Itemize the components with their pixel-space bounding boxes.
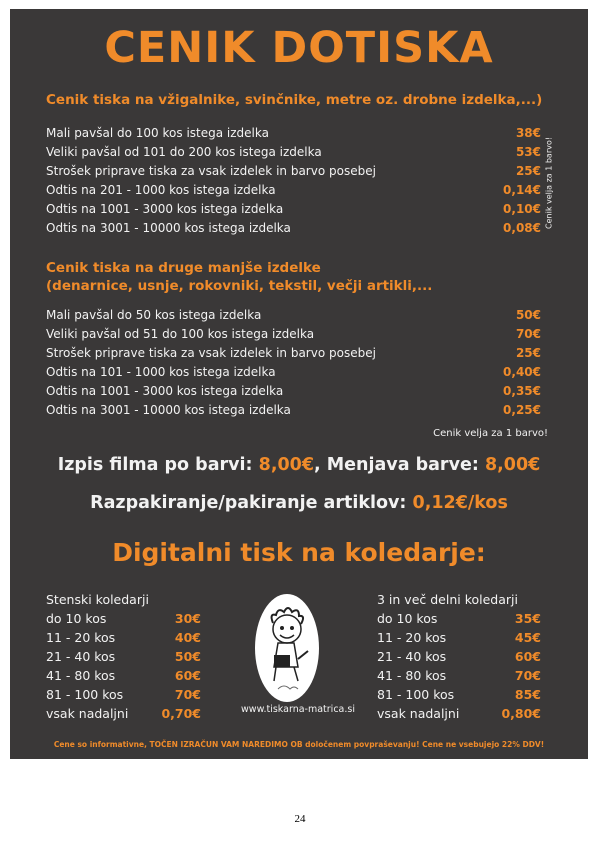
- price-row-label: Strošek priprave tiska za vsak izdelek in barvo posebej: [46, 164, 376, 178]
- price-row: [46, 382, 541, 401]
- price-row-label: Odtis na 3001 - 10000 kos istega izdelka: [46, 403, 291, 417]
- price-row-label: Mali pavšal do 50 kos istega izdelka: [46, 308, 262, 322]
- film-price2: 8,00€: [484, 455, 541, 475]
- price-row-price: 0,08€: [503, 221, 541, 235]
- price-row: [46, 647, 201, 666]
- section1-note: Cenik velja za 1 barvo!: [544, 137, 554, 229]
- price-row-price: 70€: [514, 668, 541, 683]
- price-row: [377, 685, 541, 704]
- packing-line: [10, 493, 588, 513]
- price-row: [46, 306, 541, 325]
- section2-price-list: [46, 306, 541, 420]
- price-row: [46, 704, 201, 723]
- price-list-poster: [10, 9, 588, 759]
- price-row-label: Strošek priprave tiska za vsak izdelek in barvo posebej: [46, 346, 376, 360]
- price-row: [46, 401, 541, 420]
- price-row-label: 81 - 100 kos: [377, 687, 455, 702]
- price-row-price: 45€: [514, 630, 541, 645]
- price-row: [46, 628, 201, 647]
- price-row: [377, 666, 541, 685]
- section2-note: Cenik velja za 1 barvo!: [433, 428, 548, 439]
- price-row-price: 30€: [174, 611, 201, 626]
- price-row-label: 21 - 40 kos: [377, 649, 447, 664]
- digital-heading: Digitalni tisk na koledarje:: [112, 538, 486, 567]
- price-row-price: 53€: [515, 145, 541, 159]
- price-row-price: 60€: [174, 668, 201, 683]
- film-price1: 8,00€: [258, 455, 314, 475]
- price-row-price: 0,40€: [503, 365, 541, 379]
- price-row-price: 0,14€: [503, 183, 541, 197]
- price-row: [377, 704, 541, 723]
- price-row-price: 60€: [514, 649, 541, 664]
- price-row-price: 70€: [515, 327, 541, 341]
- price-row: [377, 628, 541, 647]
- price-row-label: 41 - 80 kos: [377, 668, 447, 683]
- price-row-label: Odtis na 1001 - 3000 kos istega izdelka: [46, 384, 284, 398]
- price-row-price: 0,80€: [501, 706, 541, 721]
- section2-heading-line2: (denarnice, usnje, rokovniki, tekstil, večji artikli,...: [46, 278, 433, 294]
- price-row-label: Odtis na 1001 - 3000 kos istega izdelka: [46, 202, 284, 216]
- price-row-label: 11 - 20 kos: [377, 630, 447, 645]
- price-row: [377, 647, 541, 666]
- price-row-label: 81 - 100 kos: [46, 687, 124, 702]
- price-row: [46, 162, 541, 181]
- price-row-price: 50€: [174, 649, 201, 664]
- price-row-label: vsak nadaljni: [46, 706, 129, 721]
- price-row-price: 35€: [514, 611, 541, 626]
- packing-label: Razpakiranje/pakiranje artiklov:: [90, 493, 413, 513]
- price-row-price: 0,25€: [503, 403, 541, 417]
- mascot-logo-icon: [254, 593, 320, 705]
- price-row-price: 38€: [515, 126, 541, 140]
- price-row: [46, 363, 541, 382]
- price-row-price: 85€: [514, 687, 541, 702]
- price-row-label: 11 - 20 kos: [46, 630, 116, 645]
- multi-calendars: [377, 590, 541, 723]
- price-row-price: 40€: [174, 630, 201, 645]
- film-label2: , Menjava barve:: [314, 455, 485, 475]
- price-row-label: do 10 kos: [377, 611, 438, 626]
- wall-calendars-list: [46, 609, 201, 723]
- section1-heading: Cenik tiska na vžigalnike, svinčnike, metre oz. drobne izdelka,...): [46, 92, 543, 108]
- price-row: [46, 685, 201, 704]
- price-row-price: 25€: [515, 164, 541, 178]
- wall-calendars-heading: Stenski koledarji: [46, 592, 149, 607]
- price-row-price: 0,10€: [503, 202, 541, 216]
- price-row: [377, 609, 541, 628]
- packing-price: 0,12€/kos: [412, 493, 508, 513]
- price-row-price: 70€: [174, 687, 201, 702]
- multi-calendars-heading: 3 in več delni koledarji: [377, 592, 518, 607]
- price-row-label: Odtis na 101 - 1000 kos istega izdelka: [46, 365, 276, 379]
- price-row-label: 21 - 40 kos: [46, 649, 116, 664]
- price-row-price: 0,70€: [161, 706, 201, 721]
- price-row: [46, 124, 541, 143]
- film-label1: Izpis filma po barvi:: [57, 455, 259, 475]
- price-row: [46, 143, 541, 162]
- matrica-mascot-logo: [254, 593, 320, 705]
- price-row-label: 41 - 80 kos: [46, 668, 116, 683]
- price-row-label: vsak nadaljni: [377, 706, 460, 721]
- price-row: [46, 666, 201, 685]
- price-row-label: do 10 kos: [46, 611, 107, 626]
- price-row: [46, 181, 541, 200]
- multi-calendars-list: [377, 609, 541, 723]
- wall-calendars: [46, 590, 201, 723]
- film-line: [10, 455, 588, 475]
- price-row-price: 50€: [515, 308, 541, 322]
- price-row: [46, 325, 541, 344]
- price-row-label: Mali pavšal do 100 kos istega izdelka: [46, 126, 269, 140]
- price-row-label: Odtis na 3001 - 10000 kos istega izdelka: [46, 221, 291, 235]
- price-row-label: Veliki pavšal od 51 do 100 kos istega izdelka: [46, 327, 315, 341]
- section1-price-list: [46, 124, 541, 238]
- section2-heading-line1: Cenik tiska na druge manjše izdelke: [46, 260, 321, 276]
- price-row: [46, 609, 201, 628]
- price-row-label: Odtis na 201 - 1000 kos istega izdelka: [46, 183, 276, 197]
- page-number: 24: [294, 813, 306, 825]
- price-row: [46, 219, 541, 238]
- footer-note: Cene so informativne, TOČEN IZRAČUN VAM NAREDIMO OB določenem povpraševanju! Cene ne vsebujejo 22% DDV!: [53, 740, 545, 749]
- price-row-price: 0,35€: [503, 384, 541, 398]
- price-row-price: 25€: [515, 346, 541, 360]
- price-row: [46, 344, 541, 363]
- price-row-label: Veliki pavšal od 101 do 200 kos istega izdelka: [46, 145, 322, 159]
- page-title: CENIK DOTISKA: [104, 23, 494, 73]
- price-row: [46, 200, 541, 219]
- website-url: www.tiskarna-matrica.si: [241, 704, 355, 715]
